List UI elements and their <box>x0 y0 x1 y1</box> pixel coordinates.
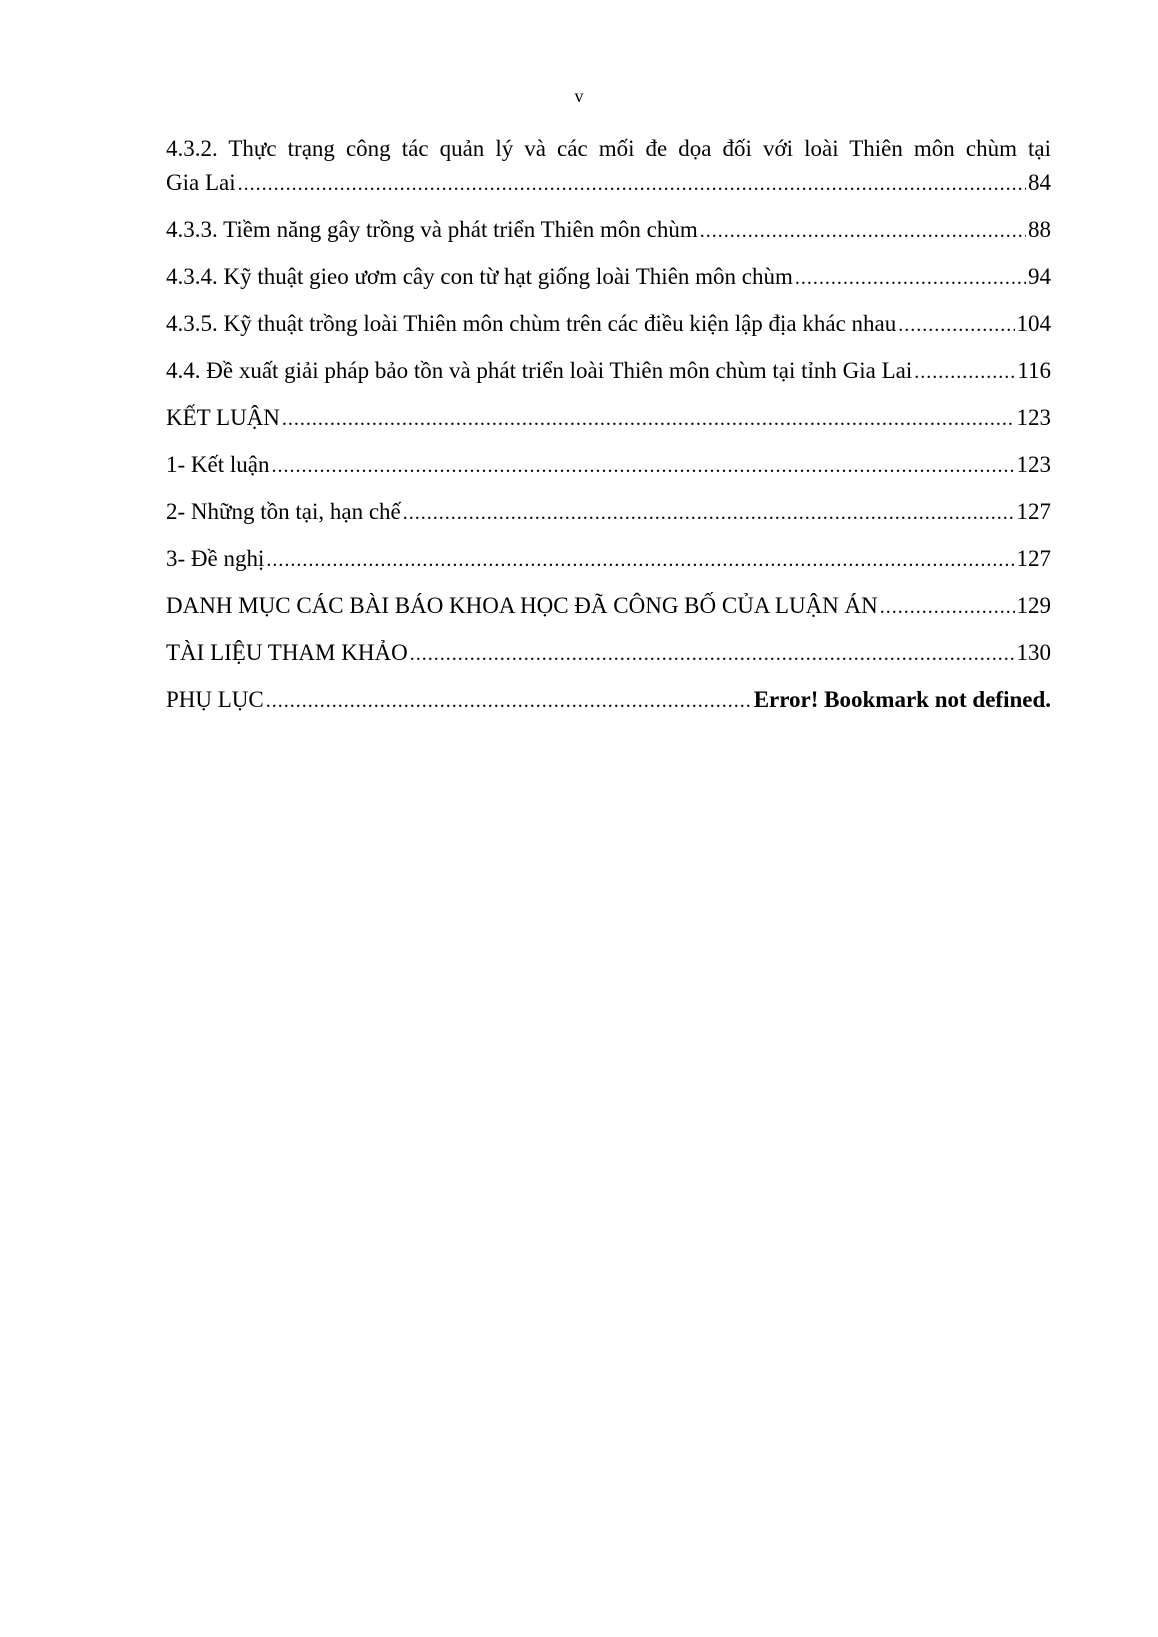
toc-entry-danh-muc-bai-bao[interactable] <box>166 589 1051 624</box>
dot-leader <box>795 261 1026 295</box>
toc-entry-label: 2- Những tồn tại, hạn chế <box>166 499 401 524</box>
page-number: v <box>574 86 584 106</box>
toc-entry-label: 4.3.5. Kỹ thuật trồng loài Thiên môn chùm trên các điều kiện lập địa khác nhau <box>166 311 897 336</box>
toc-entry-page: 130 <box>1016 640 1051 665</box>
toc-entry-2-ton-tai[interactable] <box>166 495 1051 530</box>
toc-entry-label: 1- Kết luận <box>166 452 270 477</box>
toc-entry-tai-lieu-tham-khao[interactable] <box>166 636 1051 671</box>
dot-leader <box>880 590 1015 624</box>
toc-entry-page: 123 <box>1016 452 1051 477</box>
toc-entry-phu-luc[interactable] <box>166 683 1051 718</box>
toc-entry-label: 3- Đề nghị <box>166 546 265 571</box>
dot-leader <box>282 402 1015 436</box>
toc-entry-label: KẾT LUẬN <box>166 405 280 430</box>
toc-entry-label: TÀI LIỆU THAM KHẢO <box>166 640 408 665</box>
toc-entry-page: 129 <box>1016 593 1051 618</box>
toc-entry-label: 4.4. Đề xuất giải pháp bảo tồn và phát triển loài Thiên môn chùm tại tỉnh Gia Lai <box>166 358 913 383</box>
toc-entry-page: 123 <box>1016 405 1051 430</box>
toc-entry-page: 84 <box>1028 170 1051 195</box>
dot-leader <box>238 167 1026 201</box>
toc-entry-4-4[interactable] <box>166 354 1051 389</box>
toc-entry-4-3-3[interactable] <box>166 213 1051 248</box>
dot-leader <box>266 543 1014 577</box>
dot-leader <box>700 214 1026 248</box>
toc-entry-label: 4.3.3. Tiềm năng gây trồng và phát triển Thiên môn chùm <box>166 217 698 242</box>
toc-entry-4-3-2[interactable] <box>166 132 1051 201</box>
dot-leader <box>898 308 1014 342</box>
toc-entry-label: PHỤ LỤC <box>166 687 264 712</box>
table-of-contents <box>166 132 1051 730</box>
toc-entry-3-de-nghi[interactable] <box>166 542 1051 577</box>
dot-leader <box>403 496 1015 530</box>
dot-leader <box>410 637 1015 671</box>
toc-entry-page-error: Error! Bookmark not defined. <box>753 687 1051 712</box>
toc-entry-4-3-5[interactable] <box>166 307 1051 342</box>
toc-entry-label: DANH MỤC CÁC BÀI BÁO KHOA HỌC ĐÃ CÔNG BỐ CỦA LUẬN ÁN <box>166 593 878 618</box>
dot-leader <box>914 355 1015 389</box>
toc-entry-label: Gia Lai <box>166 170 236 195</box>
dot-leader <box>271 449 1014 483</box>
toc-entry-page: 88 <box>1028 217 1051 242</box>
toc-entry-page: 104 <box>1016 311 1051 336</box>
toc-entry-label-line-1: 4.3.2. Thực trạng công tác quản lý và các mối đe dọa đối với loài Thiên môn chùm tại <box>166 136 1051 161</box>
toc-entry-page: 127 <box>1016 499 1051 524</box>
dot-leader <box>266 684 752 718</box>
toc-entry-4-3-4[interactable] <box>166 260 1051 295</box>
toc-entry-ket-luan[interactable] <box>166 401 1051 436</box>
toc-entry-1-ket-luan[interactable] <box>166 448 1051 483</box>
toc-entry-label: 4.3.4. Kỹ thuật gieo ươm cây con từ hạt giống loài Thiên môn chùm <box>166 264 793 289</box>
toc-entry-page: 116 <box>1017 358 1051 383</box>
toc-entry-page: 94 <box>1028 264 1051 289</box>
toc-entry-page: 127 <box>1016 546 1051 571</box>
